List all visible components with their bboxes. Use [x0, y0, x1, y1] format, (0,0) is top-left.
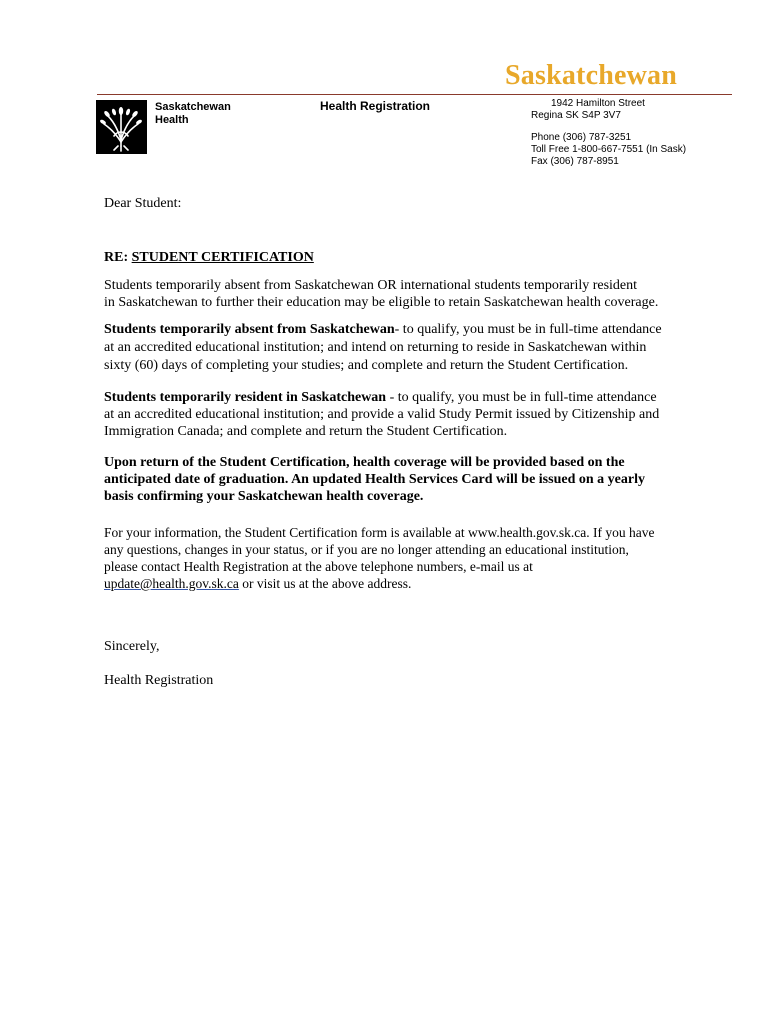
info-line-4: or visit us at the above address.	[238, 576, 412, 591]
address-block	[531, 98, 686, 168]
coverage-line-2: anticipated date of graduation. An updated Health Services Card will be issued on a yearly	[104, 472, 645, 487]
intro-line-2: in Saskatchewan to further their education may be eligible to retain Saskatchewan health coverage.	[104, 295, 659, 310]
info-line-3: please contact Health Registration at the above telephone numbers, e-mail us at	[104, 559, 533, 574]
closing: Sincerely,	[104, 639, 160, 654]
intro-line-1: Students temporarily absent from Saskatchewan OR international students temporarily resident	[104, 278, 638, 293]
absent-line-3: sixty (60) days of completing your studies; and complete and return the Student Certification.	[104, 358, 629, 373]
coverage-line-1: Upon return of the Student Certification, health coverage will be provided based on the	[104, 455, 625, 470]
coverage-paragraph	[104, 454, 645, 505]
department-line-2: Health	[155, 114, 189, 126]
intro-paragraph	[104, 277, 658, 311]
coverage-line-3: basis confirming your Saskatchewan health coverage.	[104, 489, 424, 504]
email-link[interactable]: update@health.gov.sk.ca	[104, 576, 239, 591]
re-subject: STUDENT CERTIFICATION	[131, 250, 314, 265]
signature: Health Registration	[104, 673, 214, 688]
department-name	[155, 101, 231, 127]
re-line	[104, 249, 314, 266]
resident-heading: Students temporarily resident in Saskatchewan	[104, 390, 387, 405]
address-city: Regina SK S4P 3V7	[531, 110, 621, 121]
resident-paragraph	[104, 389, 659, 440]
info-line-1: For your information, the Student Certification form is available at www.health.gov.sk.ca. If you have	[104, 525, 655, 540]
absent-line-2: at an accredited educational institution; and intend on returning to reside in Saskatchewan within	[104, 340, 647, 355]
absent-paragraph	[104, 321, 662, 375]
absent-heading: Students temporarily absent from Saskatchewan	[104, 322, 395, 337]
unit-name: Health Registration	[320, 99, 431, 113]
re-label: RE:	[104, 250, 129, 265]
absent-line-1: - to qualify, you must be in full-time attendance	[394, 322, 662, 337]
wheat-sheaf-icon	[96, 100, 147, 154]
address-street: 1942 Hamilton Street	[551, 98, 645, 109]
salutation: Dear Student:	[104, 196, 182, 211]
resident-line-1: - to qualify, you must be in full-time attendance	[386, 390, 657, 405]
resident-line-2: at an accredited educational institution; and provide a valid Study Permit issued by Citizenship and	[104, 407, 660, 422]
toll-free-number: Toll Free 1-800-667-7551 (In Sask)	[531, 144, 687, 155]
department-line-1: Saskatchewan	[155, 101, 231, 113]
header-rule	[97, 94, 732, 95]
phone-number: Phone (306) 787-3251	[531, 132, 632, 143]
info-paragraph	[104, 524, 654, 592]
info-line-2: any questions, changes in your status, or if you are no longer attending an educational institution,	[104, 542, 629, 557]
fax-number: Fax (306) 787-8951	[531, 156, 619, 167]
resident-line-3: Immigration Canada; and complete and return the Student Certification.	[104, 424, 508, 439]
brand-wordmark: Saskatchewan	[505, 60, 677, 91]
